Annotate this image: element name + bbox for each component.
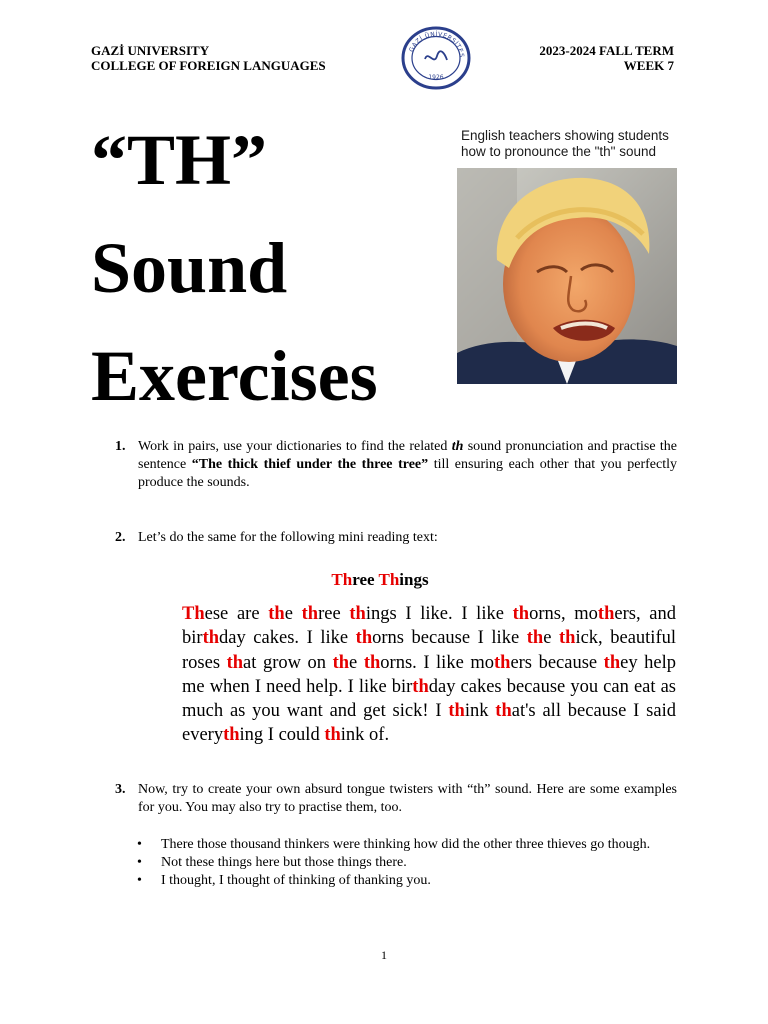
th-highlight: Th [182, 604, 205, 624]
text-fragment: ick, beautiful roses [182, 628, 676, 673]
th-highlight: th [226, 652, 244, 673]
exercise-text: Work in pairs, use your dictionaries to find the related th sound pronunciation and practise the sentence “The thick thief under the three tree” till ensuring each other that you perfectly produce the sounds. [138, 439, 678, 490]
exercise-text: Now, try to create your own absurd tongue twisters with “th” sound. Here are some examples for you. You may also try to practise them, too. [138, 782, 677, 815]
text-fragment: ese are [204, 604, 269, 624]
text-fragment: orns, mo [529, 604, 598, 624]
list-item: • Not these things here but those things there. [137, 854, 677, 872]
text-fragment: orns. I like mo [380, 652, 494, 673]
text-fragment: at's all because I said every [182, 701, 676, 746]
university-seal-logo [400, 26, 472, 90]
seal-year: 1926 [428, 74, 444, 81]
th-highlight: th [349, 604, 366, 624]
text-fragment: day cakes. I like [219, 628, 356, 649]
exercise-text: Let’s do the same for the following mini reading text: [138, 530, 438, 545]
th-highlight: th [223, 725, 240, 746]
text-fragment: day cakes because you can eat as much as you want and get sick! I [182, 676, 677, 722]
meme-photo [457, 168, 677, 384]
text-fragment: e [349, 652, 364, 673]
term: 2023-2024 FALL TERM [539, 43, 674, 58]
university-name: GAZİ UNIVERSITY [91, 43, 210, 58]
list-item: • There those thousand thinkers were thinking how did the other three thieves go though. [137, 836, 677, 854]
th-highlight: th [558, 628, 576, 649]
text-fragment: at grow on [243, 652, 333, 673]
th-highlight: th [526, 628, 544, 649]
meme-caption: English teachers showing students how to pronounce the "th" sound [461, 128, 669, 159]
th-highlight: th [268, 604, 285, 624]
meme-image [457, 126, 677, 384]
exercise-number: 3. [115, 782, 126, 797]
th-highlight: th [597, 604, 615, 624]
title-line-1: “TH” [91, 120, 268, 200]
tongue-twister-list [137, 836, 677, 890]
text-fragment: ings [399, 570, 429, 589]
th-highlight: th [332, 652, 350, 673]
th-highlight: th [412, 676, 429, 697]
text-fragment: ink of. [340, 725, 390, 746]
reading-text [182, 602, 676, 748]
header-left [91, 43, 326, 73]
th-highlight: Th [331, 570, 353, 589]
week: WEEK 7 [623, 58, 674, 73]
page-number: 1 [381, 948, 387, 962]
th-highlight: th [448, 701, 465, 722]
exercise-number: 2. [115, 530, 126, 545]
exercise-2 [115, 529, 677, 547]
text-fragment: ree [352, 570, 379, 589]
college-name: COLLEGE OF FOREIGN LANGUAGES [91, 58, 326, 73]
text-fragment: ers because [510, 652, 604, 673]
th-highlight: Th [378, 570, 400, 589]
th-highlight: th [603, 652, 621, 673]
text-fragment: ing I could [239, 725, 325, 746]
text-fragment: ey help me when I need help. I like bir [182, 652, 676, 697]
th-emphasis: th [451, 439, 464, 454]
title-line-2: Sound [91, 228, 288, 308]
exercise-1 [115, 438, 677, 492]
text-fragment: orns because I like [372, 628, 527, 649]
page-title [91, 106, 378, 430]
exercise-number: 1. [115, 439, 126, 454]
th-highlight: th [301, 604, 319, 624]
text-fragment: e [543, 628, 559, 649]
header-right [539, 43, 674, 73]
text-fragment: ings I like. I like [365, 604, 513, 624]
th-highlight: th [495, 701, 512, 722]
th-highlight: th [202, 628, 220, 649]
text-fragment: ink [464, 701, 496, 722]
practice-sentence: “The thick thief under the three tree” [191, 457, 429, 472]
text-fragment: ree [318, 604, 350, 624]
text-fragment: ers, and bir [182, 604, 676, 649]
th-highlight: th [493, 652, 511, 673]
th-highlight: th [324, 725, 341, 746]
th-highlight: th [363, 652, 381, 673]
list-item: • I thought, I thought of thinking of thanking you. [137, 872, 677, 890]
th-highlight: th [355, 628, 373, 649]
seal-text: GAZİ ÜNİVERSİTES [408, 30, 466, 59]
exercise-3 [115, 781, 677, 817]
reading-title [0, 570, 760, 590]
th-highlight: th [512, 604, 530, 624]
text-fragment: e [284, 604, 302, 624]
title-line-3: Exercises [91, 336, 378, 416]
